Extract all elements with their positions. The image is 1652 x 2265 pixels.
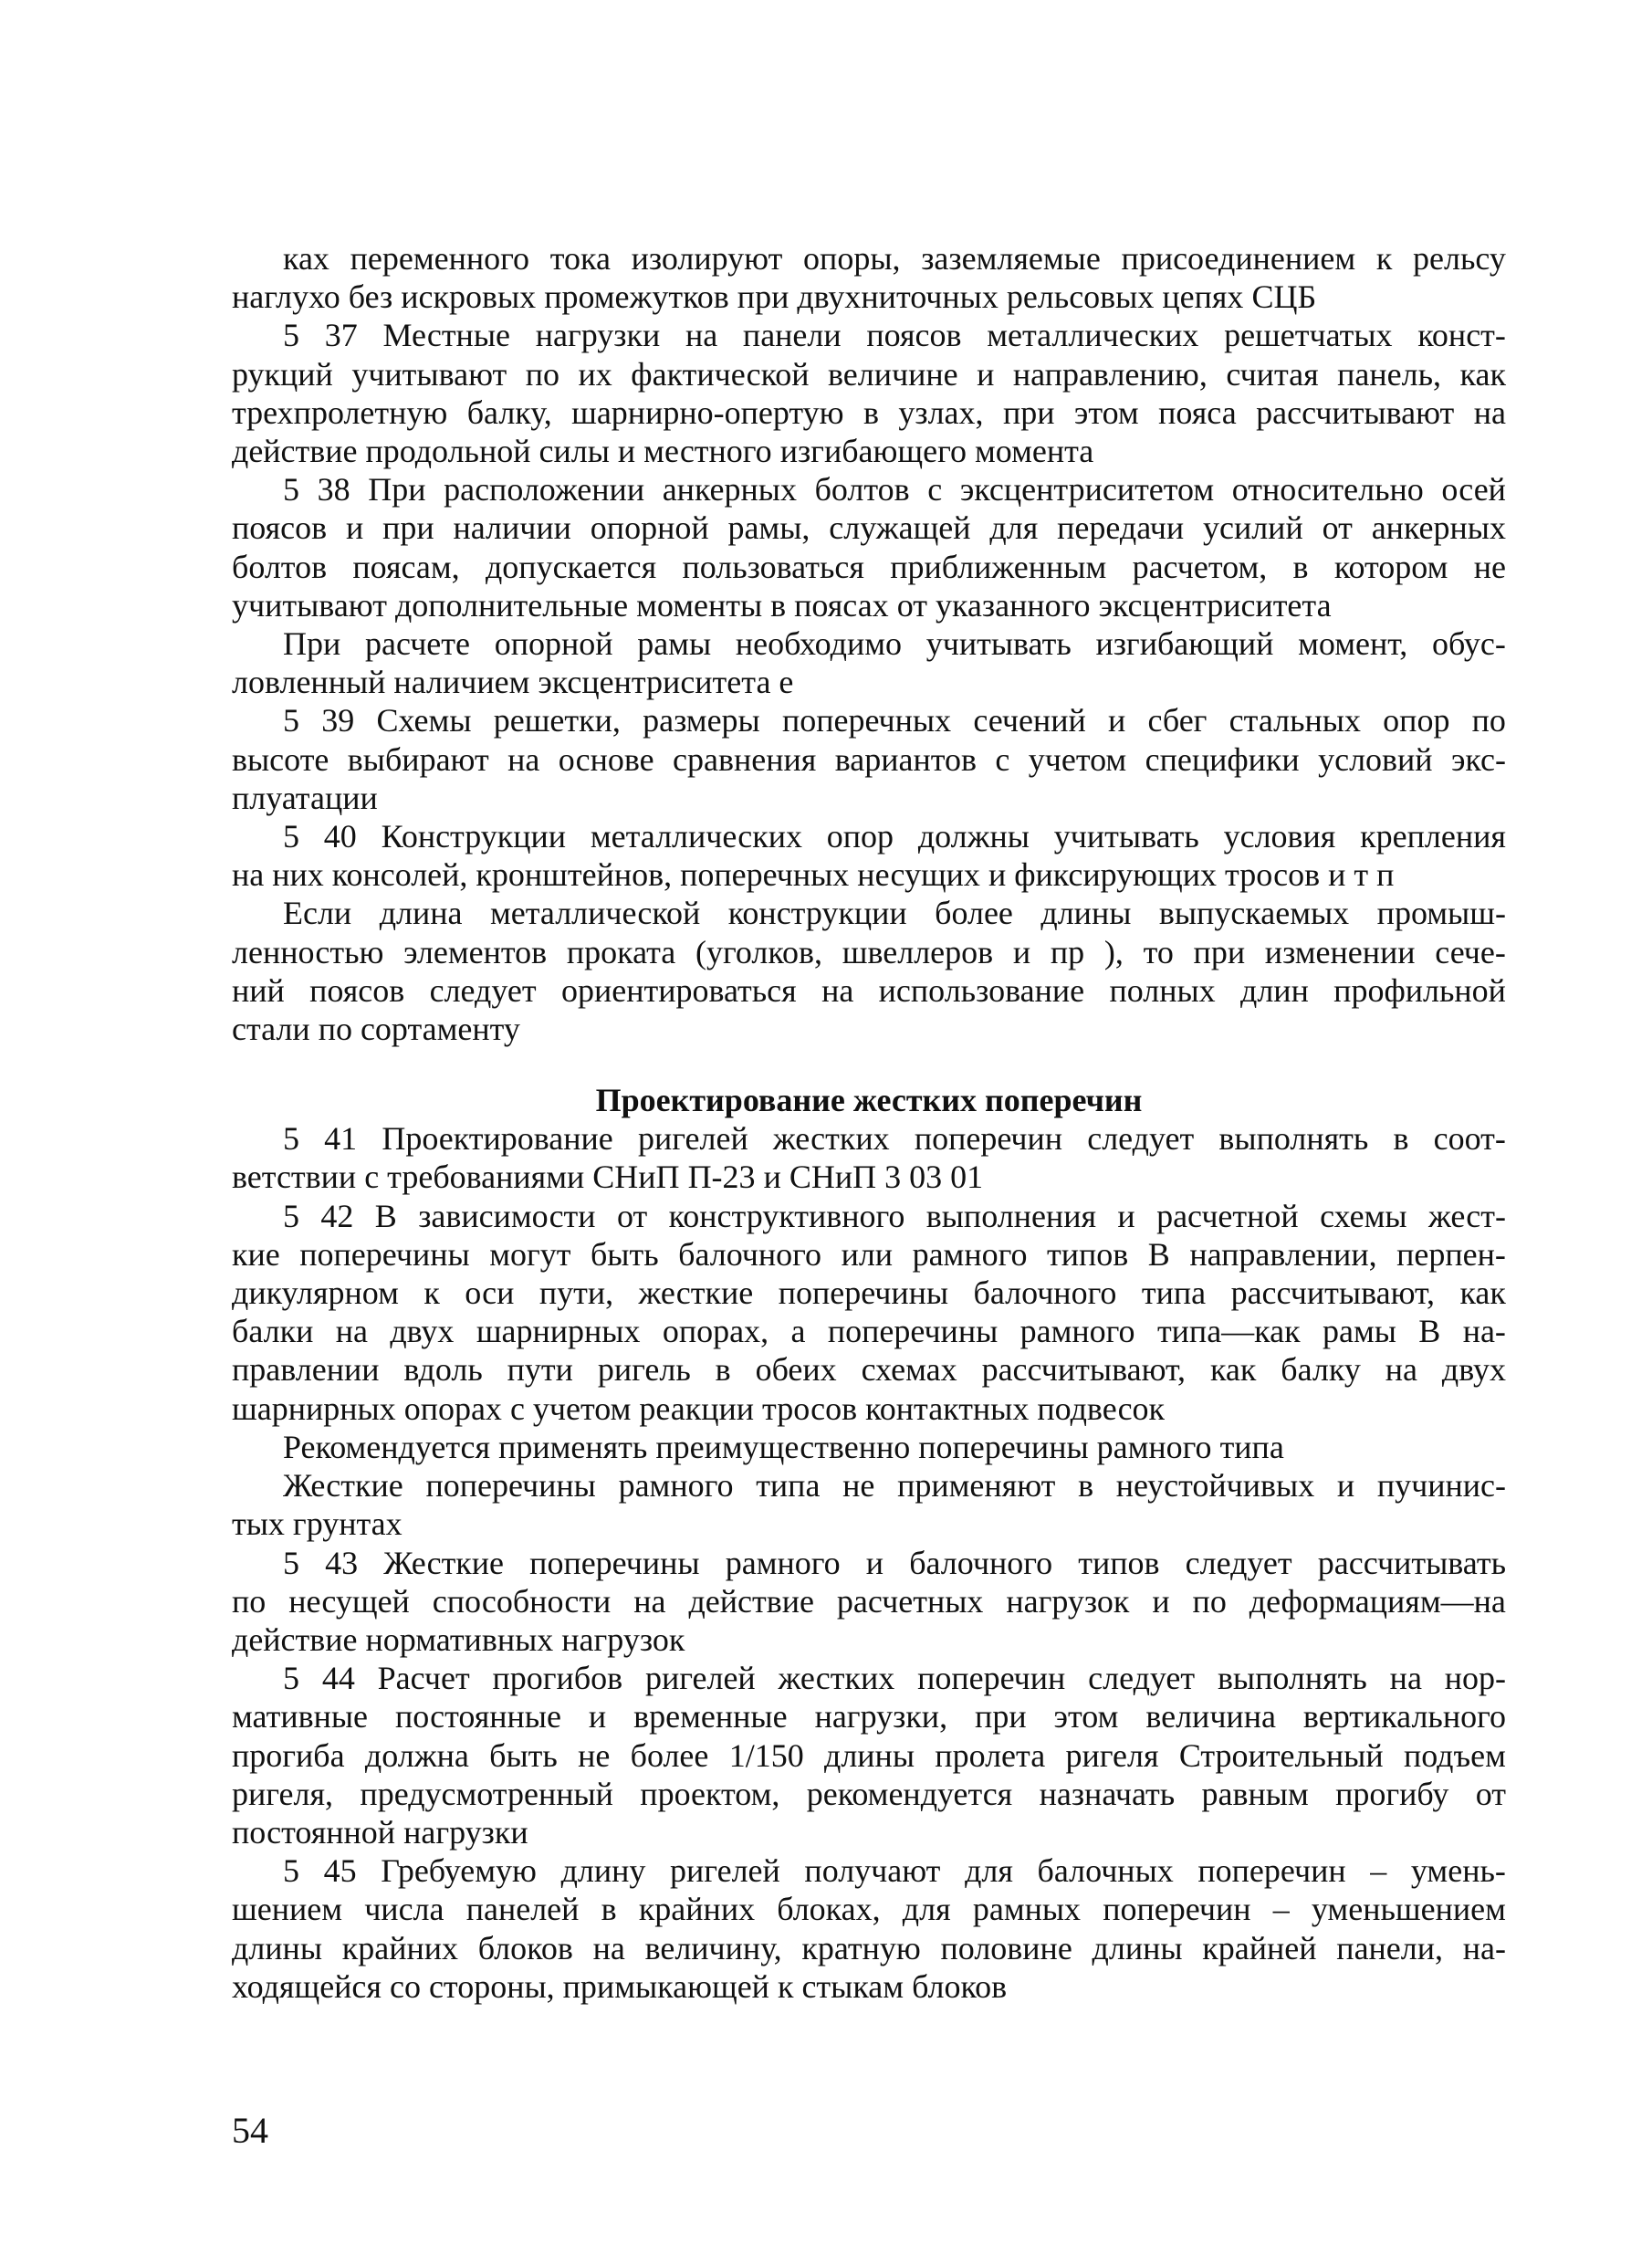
text-line: 5 39 Схемы решетки, размеры поперечных сечений и сбег стальных опор по [283, 702, 1506, 739]
document-body [232, 239, 1506, 2006]
text-line: 5 44 Расчет прогибов ригелей жестких поперечин следует выполнять на нор- [283, 1660, 1506, 1697]
text-line: поясов и при наличии опорной рамы, служащей для передачи усилий от анкерных [232, 509, 1506, 547]
text-line: ках переменного тока изолируют опоры, заземляемые присоединением к рельсу [283, 240, 1506, 277]
paragraph-13 [232, 1659, 1506, 1851]
text-line: наглухо без искровых промежутков при двухниточных рельсовых цепях СЦБ [232, 278, 1317, 316]
text-line: ленностью элементов проката (уголков, швеллеров и пр ), то при изменении сече- [232, 933, 1506, 970]
text-line: балки на двух шарнирных опорах, а поперечины рамного типа—как рамы В на- [232, 1313, 1506, 1350]
text-line: по несущей способности на действие расчетных нагрузок и по деформациям—на [232, 1582, 1506, 1620]
text-line: 5 43 Жесткие поперечины рамного и балочного типов следует рассчитывать [283, 1544, 1506, 1581]
text-line: высоте выбирают на основе сравнения вариантов с учетом специфики условий экс- [232, 740, 1506, 778]
text-line: трехпролетную балку, шарнирно-опертую в узлах, при этом пояса рассчитывают на [232, 393, 1506, 431]
text-line: учитывают дополнительные моменты в поясах от указанного эксцентриситета [232, 586, 1332, 624]
paragraph-12 [232, 1544, 1506, 1660]
text-line: ригеля, предусмотренный проектом, рекомендуется назначать равным прогибу от [232, 1775, 1506, 1812]
text-line: ветствии с требованиями СНиП П-23 и СНиП 3 03 01 [232, 1159, 984, 1196]
paragraph-9 [232, 1197, 1506, 1428]
paragraph-2 [232, 316, 1506, 470]
text-line: ходящейся со стороны, примыкающей к стыкам блоков [232, 1967, 1008, 2005]
text-line: прогиба должна быть не более 1/150 длины пролета ригеля Строительный подъем [232, 1736, 1506, 1774]
text-line: ний поясов следует ориентироваться на использование полных длин профильной [232, 971, 1506, 1009]
text-line: рукций учитывают по их фактической величине и направлению, считая панель, как [232, 355, 1506, 393]
text-line: 5 41 Проектирование ригелей жестких поперечин следует выполнять в соот- [283, 1120, 1506, 1158]
section-heading: Проектирование жестких поперечин [595, 1082, 1143, 1119]
paragraph-6 [232, 817, 1506, 894]
paragraph-8 [232, 1119, 1506, 1196]
text-line: Рекомендуется применять преимущественно поперечины рамного типа [283, 1428, 1284, 1465]
paragraph-10 [232, 1428, 1506, 1466]
paragraph-11 [232, 1466, 1506, 1543]
text-line: правлении вдоль пути ригель в обеих схемах рассчитывают, как балку на двух [232, 1351, 1506, 1389]
page-number: 54 [232, 2110, 268, 2151]
paragraph-14 [232, 1851, 1506, 2006]
text-line: плуатации [232, 779, 378, 816]
text-line: длины крайних блоков на величину, кратную половине длины крайней панели, на- [232, 1929, 1506, 1966]
text-line: кие поперечины могут быть балочного или рамного типов В направлении, перпен- [232, 1235, 1506, 1273]
text-line: дикулярном к оси пути, жесткие поперечины балочного типа рассчитывают, как [232, 1274, 1506, 1312]
text-line: Если длина металлической конструкции более длины выпускаемых промыш- [283, 895, 1506, 932]
text-line: ловленный наличием эксцентриситета е [232, 664, 794, 701]
paragraph-1 [232, 239, 1506, 316]
paragraph-7 [232, 894, 1506, 1048]
text-line: При расчете опорной рамы необходимо учитывать изгибающий момент, обус- [283, 625, 1506, 663]
text-line: постоянной нагрузки [232, 1813, 528, 1851]
text-line: 5 40 Конструкции металлических опор должны учитывать условия крепления [283, 818, 1506, 855]
text-line: мативные постоянные и временные нагрузки, при этом величина вертикального [232, 1698, 1506, 1735]
paragraph-5 [232, 701, 1506, 817]
text-line: тых грунтах [232, 1505, 403, 1543]
text-line: болтов поясам, допускается пользоваться приближенным расчетом, в котором не [232, 548, 1506, 585]
text-line: 5 42 В зависимости от конструктивного выполнения и расчетной схемы жест- [283, 1197, 1506, 1234]
text-line: 5 37 Местные нагрузки на панели поясов металлических решетчатых конст- [283, 317, 1506, 354]
text-line: шением числа панелей в крайних блоках, для рамных поперечин – уменьшением [232, 1891, 1506, 1928]
text-line: действие нормативных нагрузок [232, 1620, 685, 1658]
paragraph-3 [232, 470, 1506, 624]
text-line: действие продольной силы и местного изгибающего момента [232, 433, 1094, 470]
text-line: шарнирных опорах с учетом реакции тросов контактных подвесок [232, 1389, 1166, 1427]
text-line: Жесткие поперечины рамного типа не применяют в неустойчивых и пучинис- [283, 1467, 1506, 1505]
text-line: стали по сортаменту [232, 1011, 520, 1048]
text-line: на них консолей, кронштейнов, поперечных несущих и фиксирующих тросов и т п [232, 856, 1395, 894]
paragraph-4 [232, 624, 1506, 701]
text-line: 5 45 Гребуемую длину ригелей получают для балочных поперечин – умень- [283, 1852, 1506, 1890]
text-line: 5 38 При расположении анкерных болтов с эксцентриситетом относительно осей [283, 471, 1506, 509]
